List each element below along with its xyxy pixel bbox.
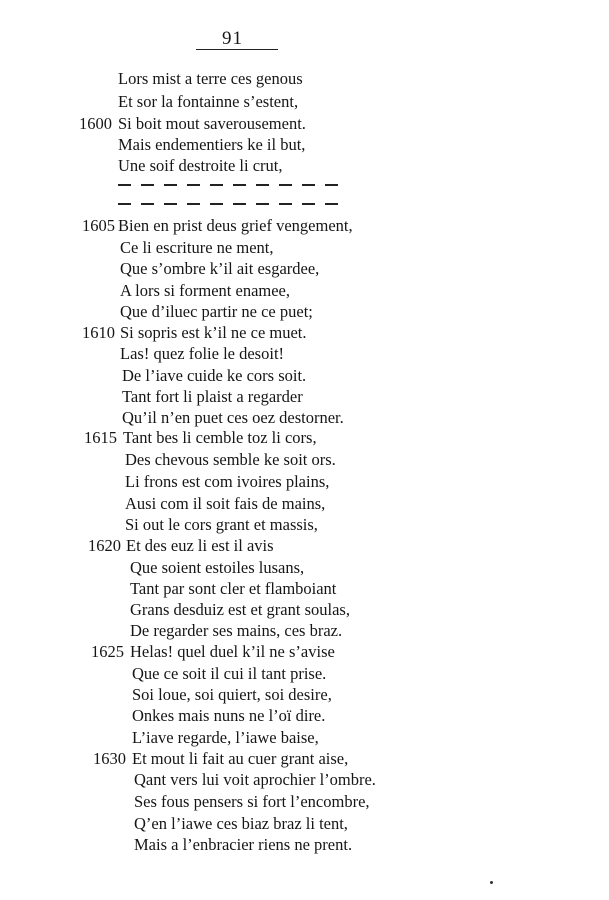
verse-text: Ses fous pensers si fort l’encombre,: [134, 792, 370, 811]
verse-text: Tant fort li plaist a regarder: [122, 387, 303, 406]
dash: [325, 184, 338, 186]
verse-line: [0, 258, 609, 280]
verse-line: [0, 599, 609, 621]
verse-line: [0, 705, 609, 727]
verse-text: Que s’ombre k’il ait esgardee,: [120, 259, 320, 278]
verse-text: Las! quez folie le desoit!: [120, 344, 285, 363]
verse-line: [0, 386, 609, 408]
verse-text: Si sopris est k’il ne ce muet.: [120, 323, 307, 342]
dash: [302, 184, 315, 186]
verse-line: [0, 663, 609, 685]
verse-text: Ausi com il soit fais de mains,: [125, 494, 326, 513]
verse-line: [0, 113, 609, 135]
dash: [279, 203, 292, 205]
page-number: 91: [222, 28, 243, 49]
page-number-rule: [196, 49, 278, 50]
verse-line: [0, 91, 609, 113]
line-number: 1605: [82, 216, 115, 235]
dash: [233, 203, 246, 205]
verse-line: [0, 407, 609, 429]
verse-line: [0, 471, 609, 493]
dash: [118, 203, 131, 205]
dash: [164, 184, 177, 186]
line-number: 1600: [79, 114, 112, 133]
dash: [141, 203, 154, 205]
dash: [256, 203, 269, 205]
verse-line: [0, 322, 609, 344]
verse-line: [0, 620, 609, 642]
print-speck: [490, 881, 493, 884]
verse-line: [0, 134, 609, 156]
verse-line: [0, 155, 609, 177]
verse-text: Si out le cors grant et massis,: [125, 515, 318, 534]
verse-text: Grans desduiz est et grant soulas,: [130, 600, 350, 619]
verse-line: [0, 493, 609, 515]
verse-text: Li frons est com ivoires plains,: [125, 472, 330, 491]
verse-text: Lors mist a terre ces genous: [118, 69, 303, 88]
line-number: 1630: [93, 749, 126, 768]
verse-text: Ce li escriture ne ment,: [120, 238, 274, 257]
verse-text: L’iave regarde, l’iawe baise,: [132, 728, 319, 747]
line-number: 1610: [82, 323, 115, 342]
verse-line: [0, 343, 609, 365]
verse-line: [0, 427, 609, 449]
verse-line: [0, 301, 609, 323]
verse-line: [0, 813, 609, 835]
verse-line: [0, 215, 609, 237]
dash: [118, 184, 131, 186]
verse-line: [0, 280, 609, 302]
line-number: 1620: [88, 536, 121, 555]
line-number: 1625: [91, 642, 124, 661]
verse-text: Que d’iluec partir ne ce puet;: [120, 302, 313, 321]
verse-text: Que ce soit il cui il tant prise.: [132, 664, 327, 683]
verse-text: De regarder ses mains, ces braz.: [130, 621, 343, 640]
verse-line: [0, 769, 609, 791]
verse-text: A lors si forment enamee,: [120, 281, 290, 300]
verse-text: Et mout li fait au cuer grant aise,: [132, 749, 349, 768]
dash: [187, 184, 200, 186]
verse-text: Onkes mais nuns ne l’oï dire.: [132, 706, 326, 725]
verse-text: Mais a l’enbracier riens ne prent.: [134, 835, 353, 854]
verse-line: [0, 237, 609, 259]
verse-text: Helas! quel duel k’il ne s’avise: [130, 642, 335, 661]
verse-text: De l’iave cuide ke cors soit.: [122, 366, 307, 385]
verse-line: [0, 748, 609, 770]
verse-line: [0, 535, 609, 557]
verse-line: [0, 578, 609, 600]
verse-line: [0, 449, 609, 471]
verse-text: Soi loue, soi quiert, soi desire,: [132, 685, 332, 704]
verse-text: Si boit mout saverousement.: [118, 114, 306, 133]
verse-line: [0, 791, 609, 813]
dash: [141, 184, 154, 186]
omission-dashes-1: [118, 184, 340, 185]
verse-text: Une soif destroite li crut,: [118, 156, 283, 175]
verse-line: [0, 557, 609, 579]
verse-text: Que soient estoiles lusans,: [130, 558, 305, 577]
dash: [233, 184, 246, 186]
verse-line: [0, 684, 609, 706]
verse-text: Tant bes li cemble toz li cors,: [123, 428, 317, 447]
verse-text: Bien en prist deus grief vengement,: [118, 216, 353, 235]
dash: [187, 203, 200, 205]
verse-text: Mais endementiers ke il but,: [118, 135, 306, 154]
verse-text: Des chevous semble ke soit ors.: [125, 450, 336, 469]
verse-text: Tant par sont cler et flamboiant: [130, 579, 337, 598]
dash: [279, 184, 292, 186]
verse-line: [0, 514, 609, 536]
verse-text: Et sor la fontainne s’estent,: [118, 92, 299, 111]
verse-line: [0, 834, 609, 856]
verse-text: Qu’il n’en puet ces oez destorner.: [122, 408, 344, 427]
verse-text: Qant vers lui voit aprochier l’ombre.: [134, 770, 376, 789]
verse-line: [0, 365, 609, 387]
dash: [164, 203, 177, 205]
verse-text: Q’en l’iawe ces biaz braz li tent,: [134, 814, 348, 833]
verse-text: Et des euz li est il avis: [126, 536, 274, 555]
dash: [302, 203, 315, 205]
dash: [210, 203, 223, 205]
dash: [325, 203, 338, 205]
line-number: 1615: [84, 428, 117, 447]
verse-line: [0, 641, 609, 663]
omission-dashes-2: [118, 203, 340, 204]
dash: [210, 184, 223, 186]
verse-line: [0, 727, 609, 749]
verse-line: [0, 68, 609, 90]
dash: [256, 184, 269, 186]
